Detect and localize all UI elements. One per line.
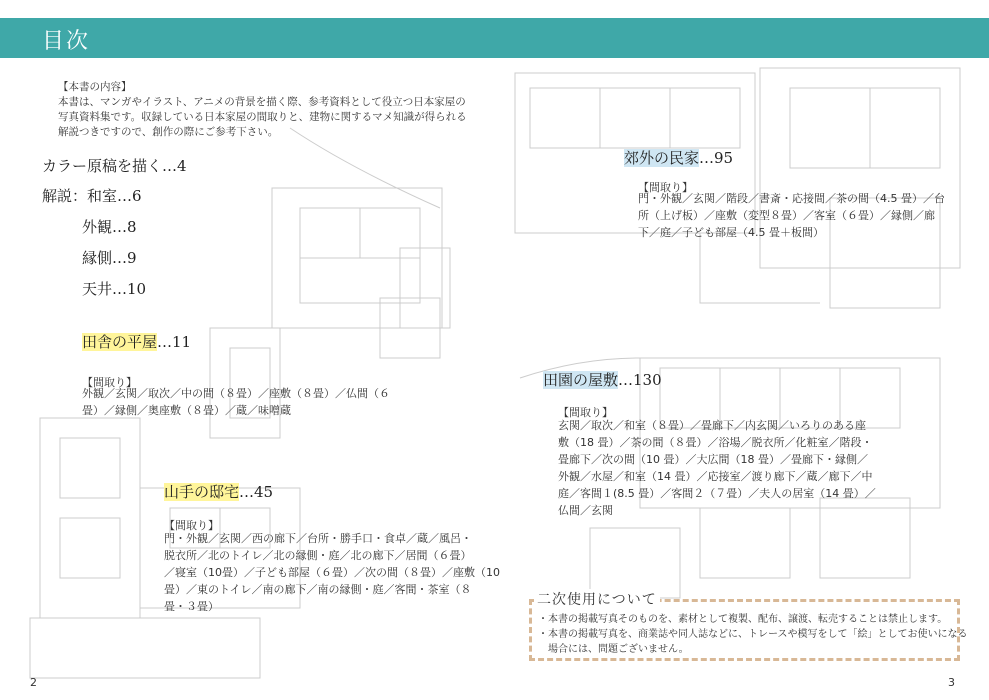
- floorplan-label: 【間取り】: [558, 406, 613, 419]
- notice-line: 場合には、問題ございません。: [538, 644, 689, 655]
- toc-entry-denen: [543, 369, 662, 390]
- book-description: [58, 80, 478, 140]
- rooms-line: 畳）／縁側／奥座敷（８畳）／蔵／味噌蔵: [82, 404, 291, 417]
- rooms-line: 畳廊下／次の間（10 畳）／大広間（18 畳）／畳廊下・縁側／: [558, 453, 868, 466]
- rooms-line: 仏間／玄関: [558, 504, 613, 517]
- floorplan-rooms-denen: [558, 417, 876, 519]
- toc-entry-guide-engawa: 縁側…9: [82, 249, 137, 267]
- toc-entry-kougai: [624, 147, 733, 168]
- section-page: …130: [618, 371, 662, 389]
- description-line: 写真資料集です。収録している日本家屋の間取りと、建物に関するマメ知識が得られる: [58, 111, 467, 123]
- rooms-line: 庭／客間１(8.5 畳）／客間２（７畳）／夫人の居室（14 畳）／: [558, 487, 876, 500]
- floorplan-rooms-yamate: [164, 530, 500, 615]
- rooms-line: 所（上げ板）／座敷（変型８畳）／客室（６畳）／縁側／廊: [638, 209, 935, 222]
- rooms-line: 玄関／取次／和室（８畳）／畳廊下／内玄関／いろりのある座: [558, 419, 866, 432]
- notice-title: 二次使用について: [534, 589, 660, 609]
- section-title: 田園の屋敷: [543, 371, 619, 389]
- rooms-line: 外観／水屋／和室（14 畳）／応接室／渡り廊下／蔵／廊下／中: [558, 470, 873, 483]
- description-line: 解説つきですので、創作の際にご参考下さい。: [58, 126, 279, 138]
- floorplan-rooms-inaka: [82, 385, 390, 419]
- notice-line: ・本書の掲載写真そのものを、素材として複製、配布、譲渡、転売することは禁止します。: [538, 614, 948, 625]
- section-page: …45: [239, 483, 274, 501]
- rooms-line: 畳）／東のトイレ／南の廊下／南の縁側・庭／客間・茶室（８: [164, 583, 472, 596]
- header-banner: [0, 18, 989, 58]
- floorplan-rooms-kougai: [638, 190, 945, 241]
- toc-entry-yamate: [164, 481, 273, 502]
- rooms-line: 門・外観／玄関／西の廊下／台所・勝手口・食卓／蔵／風呂・: [164, 532, 472, 545]
- toc-entry-inaka: [82, 331, 191, 352]
- section-page: …95: [699, 149, 734, 167]
- description-line: 本書は、マンガやイラスト、アニメの背景を描く際、参考資料として役立つ日本家屋の: [58, 96, 466, 108]
- page-number-left: 2: [30, 676, 37, 689]
- rooms-line: 下／庭／子ども部屋（4.5 畳＋板間）: [638, 226, 824, 239]
- toc-entry-color: カラー原稿を描く…4: [42, 157, 187, 175]
- page-number-right: 3: [948, 676, 955, 689]
- notice-line: ・本書の掲載写真を、商業誌や同人誌などに、トレースや模写をして「絵」としてお使いになる: [538, 629, 968, 640]
- section-title: 郊外の民家: [624, 149, 700, 167]
- rooms-line: 脱衣所／北のトイレ／北の縁側・庭／北の廊下／居間（６畳）: [164, 549, 472, 562]
- page-title: 目次: [42, 29, 91, 54]
- rooms-line: ／寝室（10畳）／子ども部屋（６畳）／次の間（８畳）／座敷（10: [164, 566, 500, 579]
- toc-entry-guide-washitsu: 解説：和室…6: [42, 187, 142, 205]
- rooms-line: 門・外観／玄関／階段／書斎・応接間／茶の間（4.5 畳）／台: [638, 192, 945, 205]
- floorplan-label: 【間取り】: [82, 376, 137, 389]
- rooms-line: 畳・３畳）: [164, 600, 219, 613]
- toc-entry-guide-tenjou: 天井…10: [82, 280, 147, 298]
- rooms-line: 敷（18 畳）／茶の間（８畳）／浴場／脱衣所／化粧室／階段・: [558, 436, 873, 449]
- section-page: …11: [157, 333, 192, 351]
- toc-entry-guide-gaikan: 外観…8: [82, 218, 137, 236]
- floorplan-label: 【間取り】: [638, 181, 693, 194]
- rooms-line: 外観／玄関／取次／中の間（８畳）／座敷（８畳）／仏間（６: [82, 387, 390, 400]
- notice-body: [538, 612, 968, 657]
- section-title: 山手の邸宅: [164, 483, 240, 501]
- description-heading: 【本書の内容】: [58, 81, 132, 93]
- section-title: 田舎の平屋: [82, 333, 158, 351]
- floorplan-label: 【間取り】: [164, 519, 219, 532]
